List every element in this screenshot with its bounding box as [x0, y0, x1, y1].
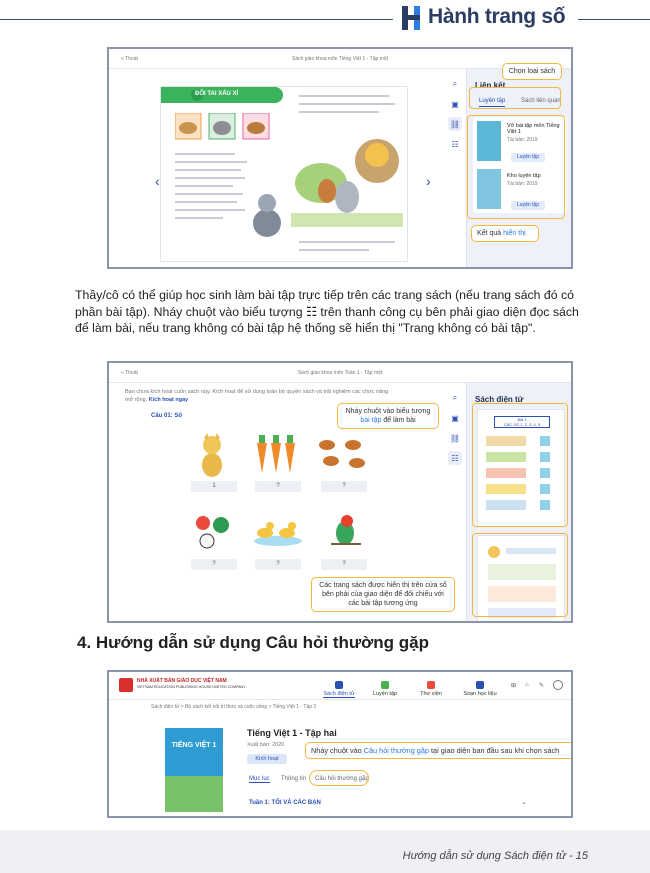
page-footer	[0, 830, 650, 873]
footer-text: Hướng dẫn sử dụng Sách điện tử - 15	[402, 850, 588, 862]
highlight-ebook-page	[472, 403, 568, 527]
activate-link[interactable]: Kích hoạt ngay	[148, 396, 189, 403]
materials-icon	[476, 681, 484, 689]
callout-exercise-text: Nháy chuột vào biểu tượng	[345, 408, 431, 415]
brand-logo-icon	[400, 2, 422, 32]
nav-library[interactable]	[411, 681, 451, 697]
next-page-icon[interactable]: ›	[426, 173, 431, 189]
answer-box[interactable]: ?	[255, 559, 301, 570]
text-line	[175, 161, 247, 163]
answer-box[interactable]: ?	[191, 559, 237, 570]
tab-info[interactable]: Thông tin	[281, 776, 307, 782]
illustration-figure	[251, 191, 283, 241]
practice-button[interactable]: Luyện tập	[511, 201, 545, 210]
brand	[400, 2, 565, 32]
library-icon	[427, 681, 435, 689]
search-icon[interactable]: ⌕	[452, 79, 458, 88]
grid-icon[interactable]: ⊞	[511, 683, 517, 689]
card-title: Kho luyện tập	[507, 173, 541, 179]
links-panel-title: Liên kết	[475, 81, 506, 90]
nav-library-label: Thư viện	[420, 691, 442, 697]
nav-ebooks-label: Sách điện tử	[323, 691, 355, 697]
text-line	[175, 209, 245, 211]
screenshot-book-detail	[107, 670, 573, 818]
text-line	[299, 241, 395, 243]
publisher-name-en: VIETNAM EDUCATION PUBLISHING HOUSE LIMITED COMPANY	[137, 685, 246, 689]
text-line	[175, 201, 237, 203]
screenshot-exercise	[107, 361, 573, 623]
brand-name: Hành trang số	[428, 5, 566, 28]
answer-box[interactable]: ?	[255, 481, 301, 492]
settings-icon[interactable]: ✎	[539, 683, 545, 689]
exit-link[interactable]: « Thoát	[121, 56, 138, 62]
text-line	[175, 217, 223, 219]
activate-button[interactable]: Kích hoạt	[247, 754, 287, 764]
section-heading: 4. Hướng dẫn sử dụng Câu hỏi thường gặp	[77, 633, 429, 652]
card-title: Vở bài tập môn Tiếng Việt 1	[507, 123, 560, 135]
text-line	[175, 185, 233, 187]
answer-box[interactable]: ?	[321, 559, 367, 570]
callout-choose-type: Chọn loại sách	[502, 63, 562, 80]
callout-result-highlight: hiển thị	[503, 230, 526, 237]
nav-practice-label: Luyện tập	[372, 691, 398, 697]
reader-title: Sách giáo khoa môn Tiếng Việt 1 - Tập một	[292, 56, 388, 62]
highlight-results	[467, 115, 565, 219]
highlight-tabs	[469, 87, 561, 109]
book-spread	[161, 87, 407, 261]
nav-materials-label: Soạn học liệu	[463, 691, 497, 697]
carrots-illustration	[253, 435, 303, 475]
card-year: Tái bản: 2019	[507, 181, 538, 187]
paragraph-exercises: Thầy/cô có thể giúp học sinh làm bài tập trực tiếp trên các trang sách (nếu trang sách đó có phần bài tập). Nháy chuột vào biểu tượng ☷ trên thanh công cụ bên phải giao diện đọc sách để làm bài, nếu trang không có bài tập hệ thống sẽ hiển thị "Trang không có bài tập".	[75, 288, 579, 335]
callout-faq-highlight: Câu hỏi thường gặp	[363, 746, 429, 755]
avatar[interactable]	[553, 680, 563, 690]
screenshot-book-reader	[107, 47, 573, 269]
activation-notice-text: Bạn chưa kích hoạt cuốn sách này. Kích hoạt để sử dụng toàn bộ quyền sách và trải nghiệm các chức năng mở rộng.	[125, 389, 389, 403]
header-line-left	[0, 19, 393, 20]
callout-result-text: Kết quả	[477, 230, 504, 237]
tab-practice[interactable]: Luyện tập	[479, 98, 505, 107]
callout-exercise-highlight: bài tập	[360, 417, 382, 425]
question-label: Câu 01: Số	[151, 413, 183, 419]
reader-topbar	[109, 363, 571, 383]
book-cover-title: TIẾNG VIỆT 1	[171, 742, 217, 749]
text-line	[175, 169, 241, 171]
reader-title: Sách giáo khoa môn Toán 1 - Tập một	[297, 370, 383, 376]
nav-practice[interactable]	[365, 681, 405, 697]
card-year: Tái bản: 2019	[507, 137, 538, 143]
callout-result	[471, 225, 539, 242]
callout-exercise-text-end: để làm bài	[381, 417, 416, 425]
bookmark-icon[interactable]: ▣	[451, 413, 459, 423]
nav-ebooks[interactable]	[319, 681, 359, 697]
callout-faq-text: Nháy chuột vào	[311, 746, 364, 755]
callout-ebook-pages: Các trang sách được hiển thị trên cửa sổ bên phải của giao diện để đối chiếu với các bài tập tương ứng	[311, 577, 455, 612]
callout-faq	[305, 742, 573, 759]
exit-link[interactable]: « Thoát	[121, 370, 138, 376]
bookmark-icon[interactable]: ▣	[451, 99, 459, 109]
tab-related-books[interactable]: Sách liên quan	[521, 98, 561, 104]
illustration-animals	[175, 113, 275, 143]
search-icon[interactable]: ⌕	[452, 393, 458, 402]
exercise-icon[interactable]: ☷	[451, 139, 459, 149]
squirrels-illustration	[317, 435, 373, 475]
answer-box[interactable]: 1	[191, 481, 237, 492]
bell-icon[interactable]: ⌂	[525, 682, 529, 688]
ducks-illustration	[253, 515, 303, 547]
publisher-logo-icon	[119, 678, 133, 692]
pencil-icon	[381, 681, 389, 689]
book-cover-art	[165, 776, 223, 812]
book-icon	[335, 681, 343, 689]
reader-toolbar	[445, 385, 465, 471]
nav-materials[interactable]	[455, 681, 505, 697]
exercise-icon[interactable]: ☷	[448, 451, 462, 465]
link-icon[interactable]: ⛓	[449, 433, 461, 443]
highlight-ebook-page	[472, 533, 568, 617]
balls-illustration	[193, 513, 233, 549]
parrot-illustration	[329, 513, 365, 549]
highlight-faq-tab	[309, 770, 369, 786]
site-header	[109, 672, 571, 700]
publisher-name: NHÀ XUẤT BẢN GIÁO DỤC VIỆT NAM	[137, 678, 227, 684]
cat-illustration	[195, 433, 229, 477]
chevron-down-icon[interactable]: ⌄	[521, 799, 527, 806]
toc-item[interactable]: Tuần 1: TÔI VÀ CÁC BẠN	[249, 800, 321, 806]
text-line	[175, 153, 235, 155]
lesson-header: Bài 1 CÁC SỐ 1, 2, 3, 4, 5	[494, 416, 550, 428]
tab-contents[interactable]: Mục lục	[249, 776, 270, 782]
tab-faq[interactable]: Câu hỏi thường gặp	[315, 776, 369, 782]
text-line	[299, 111, 379, 113]
reader-toolbar	[445, 71, 465, 157]
link-icon[interactable]: ⛓	[448, 117, 462, 131]
lesson-banner	[161, 87, 283, 103]
prev-page-icon[interactable]: ‹	[155, 173, 160, 189]
header-line-right	[578, 19, 650, 20]
text-line	[175, 177, 245, 179]
lesson-title: ĐÔI TAI XẤU XÍ	[195, 91, 239, 97]
breadcrumb: Sách điện tử > Bộ sách kết nối tri thức và cuộc sống > Tiếng Việt 1 - Tập 2	[151, 704, 317, 710]
text-line	[299, 103, 395, 105]
book-edition: Xuất bản: 2020	[247, 742, 285, 748]
book-cover	[165, 728, 223, 812]
practice-button[interactable]: Luyện tập	[511, 153, 545, 162]
text-line	[175, 193, 243, 195]
ebook-panel-title: Sách điện tử	[475, 395, 524, 404]
text-line	[299, 249, 369, 251]
illustration-forest	[291, 127, 403, 227]
book-title: Tiếng Việt 1 - Tập hai	[247, 728, 337, 738]
answer-box[interactable]: ?	[321, 481, 367, 492]
text-line	[299, 95, 389, 97]
callout-exercise-icon	[337, 403, 439, 429]
callout-faq-text-end: tại giao diện ban đầu sau khi chọn sách	[429, 746, 560, 755]
